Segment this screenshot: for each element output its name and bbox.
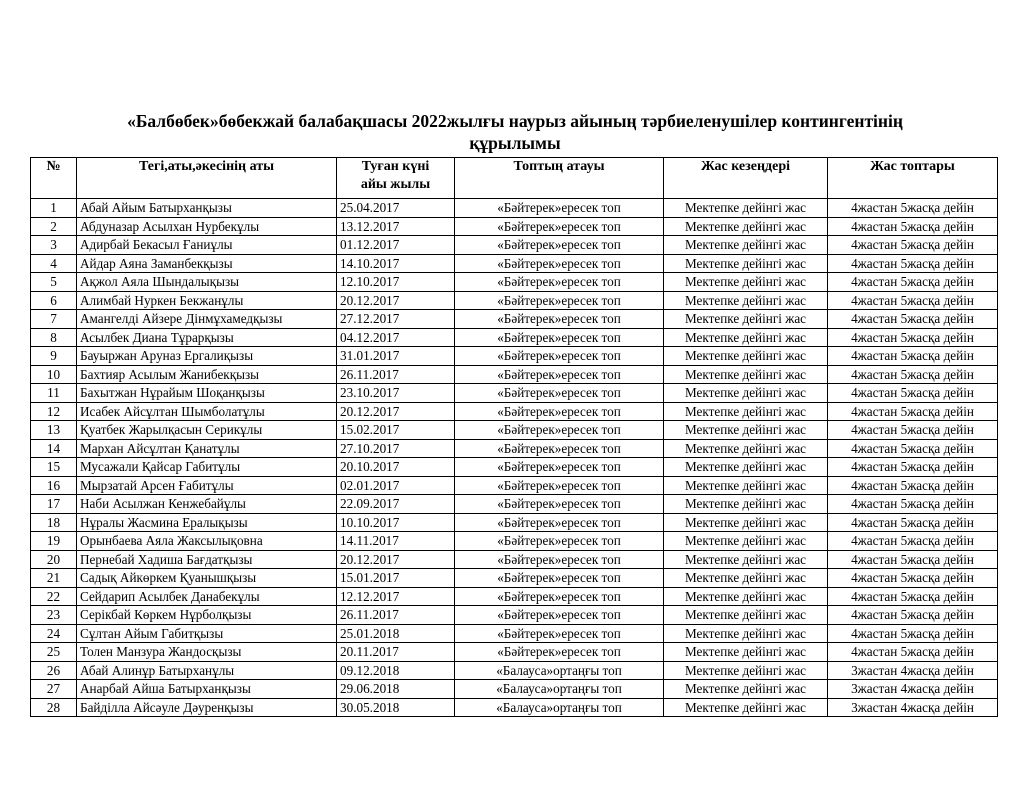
table-row	[31, 236, 998, 255]
cell-group-name: «Балауса»ортаңғы топ	[455, 698, 664, 717]
cell-birth-date: 27.10.2017	[337, 439, 455, 458]
cell-number: 6	[31, 291, 77, 310]
cell-age-group: 4жастан 5жасқа дейін	[828, 476, 998, 495]
cell-age-group: 4жастан 5жасқа дейін	[828, 384, 998, 403]
cell-birth-date: 25.01.2018	[337, 624, 455, 643]
cell-age-group: 4жастан 5жасқа дейін	[828, 624, 998, 643]
cell-age-stage: Мектепке дейінгі жас	[664, 384, 828, 403]
cell-age-group: 4жастан 5жасқа дейін	[828, 328, 998, 347]
table-row	[31, 458, 998, 477]
table-row	[31, 347, 998, 366]
cell-age-group: 3жастан 4жасқа дейін	[828, 661, 998, 680]
cell-number: 3	[31, 236, 77, 255]
cell-group-name: «Бәйтерек»ересек топ	[455, 310, 664, 329]
cell-birth-date: 15.02.2017	[337, 421, 455, 440]
cell-number: 20	[31, 550, 77, 569]
table-row	[31, 680, 998, 699]
cell-number: 5	[31, 273, 77, 292]
cell-group-name: «Бәйтерек»ересек топ	[455, 569, 664, 588]
cell-birth-date: 20.11.2017	[337, 643, 455, 662]
cell-number: 4	[31, 254, 77, 273]
cell-group-name: «Бәйтерек»ересек топ	[455, 606, 664, 625]
title-line-2: құрылымы	[469, 133, 561, 153]
cell-age-stage: Мектепке дейінгі жас	[664, 421, 828, 440]
cell-birth-date: 26.11.2017	[337, 606, 455, 625]
cell-full-name: Мархан Айсұлтан Қанатұлы	[77, 439, 337, 458]
cell-group-name: «Бәйтерек»ересек топ	[455, 624, 664, 643]
table-row	[31, 328, 998, 347]
cell-birth-date: 23.10.2017	[337, 384, 455, 403]
cell-birth-date: 20.12.2017	[337, 402, 455, 421]
cell-full-name: Асылбек Диана Тұрарқызы	[77, 328, 337, 347]
cell-group-name: «Бәйтерек»ересек топ	[455, 643, 664, 662]
cell-age-group: 3жастан 4жасқа дейін	[828, 680, 998, 699]
cell-birth-date: 09.12.2018	[337, 661, 455, 680]
cell-full-name: Нұралы Жасмина Ералықызы	[77, 513, 337, 532]
cell-group-name: «Бәйтерек»ересек топ	[455, 291, 664, 310]
cell-age-group: 4жастан 5жасқа дейін	[828, 439, 998, 458]
cell-age-group: 4жастан 5жасқа дейін	[828, 310, 998, 329]
cell-birth-date: 20.12.2017	[337, 291, 455, 310]
cell-number: 15	[31, 458, 77, 477]
cell-age-group: 4жастан 5жасқа дейін	[828, 587, 998, 606]
cell-full-name: Наби Асылжан Кенжебайұлы	[77, 495, 337, 514]
cell-age-stage: Мектепке дейінгі жас	[664, 587, 828, 606]
cell-group-name: «Бәйтерек»ересек топ	[455, 365, 664, 384]
cell-full-name: Садық Айкөркем Қуанышқызы	[77, 569, 337, 588]
cell-birth-date: 26.11.2017	[337, 365, 455, 384]
table-row	[31, 550, 998, 569]
cell-age-group: 4жастан 5жасқа дейін	[828, 217, 998, 236]
cell-birth-date: 01.12.2017	[337, 236, 455, 255]
cell-age-group: 3жастан 4жасқа дейін	[828, 698, 998, 717]
document-title	[30, 110, 1000, 154]
cell-full-name: Сұлтан Айым Габитқызы	[77, 624, 337, 643]
cell-group-name: «Балауса»ортаңғы топ	[455, 661, 664, 680]
table-row	[31, 532, 998, 551]
cell-age-stage: Мектепке дейінгі жас	[664, 236, 828, 255]
table-body	[31, 199, 998, 717]
cell-number: 16	[31, 476, 77, 495]
header-age-group: Жас топтары	[828, 158, 998, 199]
cell-age-stage: Мектепке дейінгі жас	[664, 680, 828, 699]
cell-age-stage: Мектепке дейінгі жас	[664, 254, 828, 273]
table-row	[31, 199, 998, 218]
cell-age-stage: Мектепке дейінгі жас	[664, 550, 828, 569]
table-row	[31, 513, 998, 532]
cell-full-name: Исабек Айсұлтан Шымболатұлы	[77, 402, 337, 421]
cell-age-stage: Мектепке дейінгі жас	[664, 402, 828, 421]
cell-full-name: Сейдарип Асылбек Данабекұлы	[77, 587, 337, 606]
cell-number: 9	[31, 347, 77, 366]
table-row	[31, 587, 998, 606]
cell-full-name: Анарбай Айша Батырханқызы	[77, 680, 337, 699]
cell-age-group: 4жастан 5жасқа дейін	[828, 291, 998, 310]
cell-age-group: 4жастан 5жасқа дейін	[828, 199, 998, 218]
cell-age-group: 4жастан 5жасқа дейін	[828, 643, 998, 662]
cell-number: 8	[31, 328, 77, 347]
cell-group-name: «Бәйтерек»ересек топ	[455, 421, 664, 440]
cell-full-name: Ақжол Аяла Шындалықызы	[77, 273, 337, 292]
cell-age-group: 4жастан 5жасқа дейін	[828, 402, 998, 421]
table-row	[31, 643, 998, 662]
table-row	[31, 661, 998, 680]
table-row	[31, 698, 998, 717]
cell-number: 14	[31, 439, 77, 458]
cell-birth-date: 30.05.2018	[337, 698, 455, 717]
cell-age-stage: Мектепке дейінгі жас	[664, 273, 828, 292]
cell-full-name: Абдуназар Асылхан Нурбекұлы	[77, 217, 337, 236]
cell-birth-date: 04.12.2017	[337, 328, 455, 347]
cell-group-name: «Балауса»ортаңғы топ	[455, 680, 664, 699]
cell-age-stage: Мектепке дейінгі жас	[664, 291, 828, 310]
cell-group-name: «Бәйтерек»ересек топ	[455, 439, 664, 458]
table-row	[31, 569, 998, 588]
cell-number: 23	[31, 606, 77, 625]
cell-group-name: «Бәйтерек»ересек топ	[455, 384, 664, 403]
cell-age-stage: Мектепке дейінгі жас	[664, 458, 828, 477]
cell-age-group: 4жастан 5жасқа дейін	[828, 273, 998, 292]
cell-group-name: «Бәйтерек»ересек топ	[455, 199, 664, 218]
table-row	[31, 217, 998, 236]
cell-number: 19	[31, 532, 77, 551]
cell-birth-date: 20.12.2017	[337, 550, 455, 569]
cell-number: 21	[31, 569, 77, 588]
cell-birth-date: 10.10.2017	[337, 513, 455, 532]
cell-age-stage: Мектепке дейінгі жас	[664, 643, 828, 662]
cell-full-name: Байділла Айсәуле Дәуренқызы	[77, 698, 337, 717]
cell-full-name: Бауыржан Аруназ Ергалиқызы	[77, 347, 337, 366]
table-row	[31, 439, 998, 458]
cell-full-name: Мырзатай Арсен Ғабитұлы	[77, 476, 337, 495]
cell-age-group: 4жастан 5жасқа дейін	[828, 254, 998, 273]
cell-group-name: «Бәйтерек»ересек топ	[455, 347, 664, 366]
cell-full-name: Адирбай Бекасыл Ғаниұлы	[77, 236, 337, 255]
cell-age-stage: Мектепке дейінгі жас	[664, 328, 828, 347]
cell-full-name: Пернебай Хадиша Бағдатқызы	[77, 550, 337, 569]
cell-full-name: Алимбай Нуркен Бекжанұлы	[77, 291, 337, 310]
cell-age-stage: Мектепке дейінгі жас	[664, 661, 828, 680]
cell-number: 25	[31, 643, 77, 662]
cell-age-stage: Мектепке дейінгі жас	[664, 439, 828, 458]
cell-age-group: 4жастан 5жасқа дейін	[828, 236, 998, 255]
header-birth-date-line-1: Туған күні	[361, 159, 430, 174]
cell-age-stage: Мектепке дейінгі жас	[664, 606, 828, 625]
cell-age-stage: Мектепке дейінгі жас	[664, 569, 828, 588]
cell-age-group: 4жастан 5жасқа дейін	[828, 458, 998, 477]
cell-age-stage: Мектепке дейінгі жас	[664, 698, 828, 717]
cell-full-name: Абай Айым Батырханқызы	[77, 199, 337, 218]
cell-age-group: 4жастан 5жасқа дейін	[828, 550, 998, 569]
cell-number: 17	[31, 495, 77, 514]
cell-group-name: «Бәйтерек»ересек топ	[455, 532, 664, 551]
cell-birth-date: 20.10.2017	[337, 458, 455, 477]
cell-number: 24	[31, 624, 77, 643]
cell-birth-date: 31.01.2017	[337, 347, 455, 366]
table-row	[31, 273, 998, 292]
cell-age-group: 4жастан 5жасқа дейін	[828, 569, 998, 588]
cell-full-name: Амангелді Айзере Дінмұхамедқызы	[77, 310, 337, 329]
cell-group-name: «Бәйтерек»ересек топ	[455, 476, 664, 495]
cell-birth-date: 14.11.2017	[337, 532, 455, 551]
table-row	[31, 365, 998, 384]
table-row	[31, 495, 998, 514]
title-line-1: «Балбөбек»бөбекжай балабақшасы 2022жылғы наурыз айының тәрбиеленушілер контингентінің	[127, 111, 903, 131]
cell-full-name: Қуатбек Жарылқасын Серикұлы	[77, 421, 337, 440]
cell-full-name: Мусажали Қайсар Габитұлы	[77, 458, 337, 477]
cell-age-stage: Мектепке дейінгі жас	[664, 476, 828, 495]
cell-age-stage: Мектепке дейінгі жас	[664, 495, 828, 514]
cell-age-stage: Мектепке дейінгі жас	[664, 217, 828, 236]
cell-age-stage: Мектепке дейінгі жас	[664, 532, 828, 551]
cell-number: 26	[31, 661, 77, 680]
cell-full-name: Айдар Аяна Заманбекқызы	[77, 254, 337, 273]
cell-full-name: Толен Манзура Жандосқызы	[77, 643, 337, 662]
table-row	[31, 402, 998, 421]
cell-age-group: 4жастан 5жасқа дейін	[828, 347, 998, 366]
cell-group-name: «Бәйтерек»ересек топ	[455, 550, 664, 569]
cell-number: 1	[31, 199, 77, 218]
table-row	[31, 254, 998, 273]
header-full-name: Тегі,аты,әкесінің аты	[77, 158, 337, 199]
cell-age-stage: Мектепке дейінгі жас	[664, 310, 828, 329]
header-birth-date	[337, 158, 455, 199]
cell-full-name: Серікбай Көркем Нұрболқызы	[77, 606, 337, 625]
cell-age-group: 4жастан 5жасқа дейін	[828, 421, 998, 440]
cell-number: 7	[31, 310, 77, 329]
table-header-row	[31, 158, 998, 199]
cell-number: 28	[31, 698, 77, 717]
cell-birth-date: 12.12.2017	[337, 587, 455, 606]
cell-age-group: 4жастан 5жасқа дейін	[828, 513, 998, 532]
cell-full-name: Бахытжан Нұрайым Шоқанқызы	[77, 384, 337, 403]
cell-age-stage: Мектепке дейінгі жас	[664, 365, 828, 384]
cell-full-name: Орынбаева Аяла Жаксылықовна	[77, 532, 337, 551]
cell-age-stage: Мектепке дейінгі жас	[664, 624, 828, 643]
cell-full-name: Бахтияр Асылым Жанибекқызы	[77, 365, 337, 384]
cell-age-stage: Мектепке дейінгі жас	[664, 199, 828, 218]
cell-birth-date: 12.10.2017	[337, 273, 455, 292]
table-row	[31, 624, 998, 643]
cell-age-group: 4жастан 5жасқа дейін	[828, 532, 998, 551]
cell-age-stage: Мектепке дейінгі жас	[664, 513, 828, 532]
cell-full-name: Абай Алинұр Батырханұлы	[77, 661, 337, 680]
cell-group-name: «Бәйтерек»ересек топ	[455, 273, 664, 292]
header-group-name: Топтың атауы	[455, 158, 664, 199]
cell-birth-date: 29.06.2018	[337, 680, 455, 699]
table-row	[31, 310, 998, 329]
table-row	[31, 476, 998, 495]
table-row	[31, 421, 998, 440]
cell-group-name: «Бәйтерек»ересек топ	[455, 458, 664, 477]
cell-group-name: «Бәйтерек»ересек топ	[455, 402, 664, 421]
cell-group-name: «Бәйтерек»ересек топ	[455, 513, 664, 532]
cell-birth-date: 13.12.2017	[337, 217, 455, 236]
cell-number: 27	[31, 680, 77, 699]
cell-group-name: «Бәйтерек»ересек топ	[455, 217, 664, 236]
header-age-stage: Жас кезеңдері	[664, 158, 828, 199]
cell-birth-date: 02.01.2017	[337, 476, 455, 495]
cell-number: 12	[31, 402, 77, 421]
cell-number: 10	[31, 365, 77, 384]
header-birth-date-line-2: айы жылы	[360, 177, 431, 192]
cell-group-name: «Бәйтерек»ересек топ	[455, 328, 664, 347]
cell-birth-date: 27.12.2017	[337, 310, 455, 329]
table-row	[31, 606, 998, 625]
cell-age-group: 4жастан 5жасқа дейін	[828, 365, 998, 384]
cell-group-name: «Бәйтерек»ересек топ	[455, 495, 664, 514]
cell-birth-date: 22.09.2017	[337, 495, 455, 514]
cell-birth-date: 14.10.2017	[337, 254, 455, 273]
cell-age-group: 4жастан 5жасқа дейін	[828, 495, 998, 514]
cell-group-name: «Бәйтерек»ересек топ	[455, 254, 664, 273]
cell-number: 13	[31, 421, 77, 440]
contingent-table	[30, 157, 998, 717]
cell-age-group: 4жастан 5жасқа дейін	[828, 606, 998, 625]
cell-number: 2	[31, 217, 77, 236]
cell-number: 22	[31, 587, 77, 606]
header-number: №	[31, 158, 77, 199]
cell-group-name: «Бәйтерек»ересек топ	[455, 587, 664, 606]
table-row	[31, 384, 998, 403]
cell-birth-date: 25.04.2017	[337, 199, 455, 218]
cell-number: 11	[31, 384, 77, 403]
cell-birth-date: 15.01.2017	[337, 569, 455, 588]
cell-number: 18	[31, 513, 77, 532]
table-row	[31, 291, 998, 310]
cell-age-stage: Мектепке дейінгі жас	[664, 347, 828, 366]
cell-group-name: «Бәйтерек»ересек топ	[455, 236, 664, 255]
